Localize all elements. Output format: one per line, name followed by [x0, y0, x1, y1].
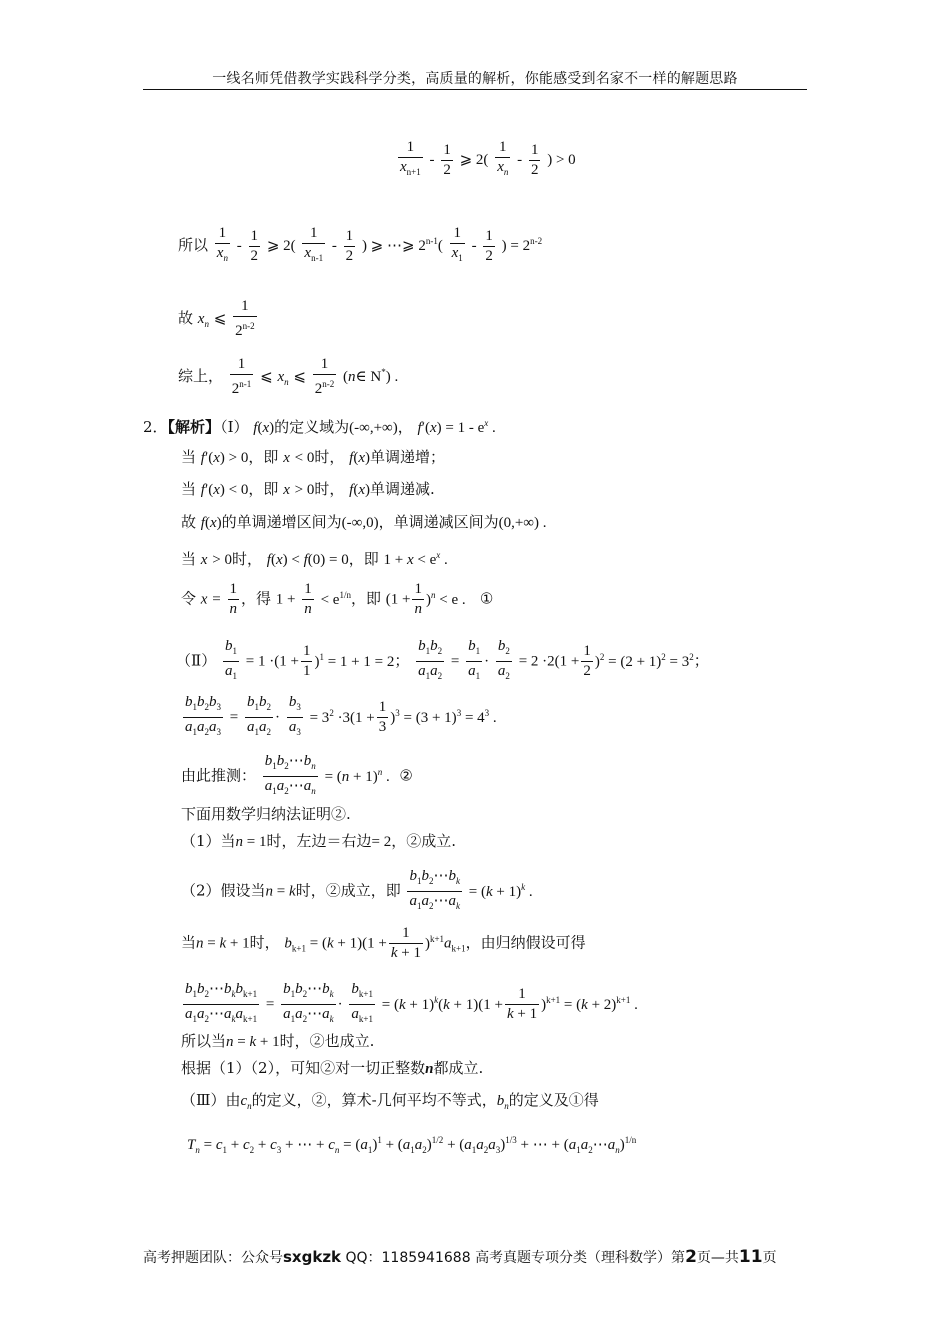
inequality-line-0: $\frac{1}{x_{n+1}}$ - $\frac{1}{2}$ ⩾ 2( $\frac{1}{x_n}$ - $\frac{1}{2}$ ) > 0: [400, 139, 576, 178]
induction-step-1: 当n = k + 1时， $b_{k+1} = (k + 1)(1$ + $\frac{1}{k + 1}$ )$^{k+1}a_{k+1}$，由归纳假设可得: [181, 925, 586, 961]
guess-line: 由此推测： $\frac{b_1b_2\cdots b_n}{a_1a_2\cdots a_n}$ = $(n + 1)^n$ . ②: [181, 753, 413, 796]
induction-base: （1）当n = 1时，左边＝右边= 2，②成立.: [181, 832, 457, 850]
q2-header-line: 2．【解析】（Ⅰ） f(x)的定义域为(-∞,+∞)， $f'(x) = 1 - e^x$ .: [143, 418, 496, 436]
derivative-positive-line: 当 f′(x) > 0，即 x < 0时， f(x)单调递增；: [181, 448, 446, 466]
part3-line-2: $T_n = c_1 + c_2 + c_3$ + ⋯ + $c_n = (a_1)^1 + (a_1a_2)^{1/2} + (a_1a_2a_3)^{1/3}$ + ⋯ + $(a_1a_2\cdots a_n)^{1/n}$: [187, 1135, 637, 1155]
interval-line: 故 f(x)的单调递增区间为(-∞,0)，单调递减区间为(0,+∞) .: [181, 513, 547, 531]
page-footer: 高考押题团队：公众号sxgkzk QQ：1185941688 高考真题专项分类（理科数学）第2页—共11页: [143, 1247, 777, 1267]
inequality-line-3: 综上， $\frac{1}{2^{n-1}}$ ⩽ $x_n$ ⩽ $\frac{1}{2^{n-2}}$ (n∈ N*) .: [178, 356, 399, 397]
part2-line-2: $\frac{b_1b_2b_3}{a_1a_2a_3}$ = $\frac{b_1b_2}{a_1a_2}$ · $\frac{b_3}{a_3}$ = $3^2 \cdot 3(1$ + $\frac{1}{3}$ )$^3 = (3 + 1)^3 = 4^3$ .: [185, 694, 497, 737]
inequality-line-2: 故 $x_n$ ⩽ $\frac{1}{2^{n-2}}$: [178, 298, 255, 339]
induction-also: 所以当n = k + 1时，②也成立.: [181, 1032, 375, 1050]
induction-intro: 下面用数学归纳法证明②.: [181, 805, 351, 823]
induction-conclusion: 根据（1）（2），可知②对一切正整数n都成立.: [181, 1059, 484, 1077]
part3-line-1: （Ⅲ）由$c_n$的定义，②，算术-几何平均不等式，$b_n$的定义及①得: [181, 1091, 599, 1111]
header-rule: [143, 89, 807, 90]
ex-inequality-line: 当 x > 0时， f(x) < f(0) = 0，即 $1 + x < e^x$ .: [181, 550, 448, 568]
induction-step-2: $\frac{b_1b_2\cdots b_kb_{k+1}}{a_1a_2\cdots a_ka_{k+1}}$ = $\frac{b_1b_2\cdots b_k}{a_1a_2\cdots a_k}$ · $\frac{b_{k+1}}{a_{k+1}}$ = $(k + 1)^k(k + 1)(1$ + $\frac{1}{k + 1}$ )$^{k+1} = (k + 2)^{k+1}$ .: [185, 981, 638, 1024]
derivative-negative-line: 当 f′(x) < 0，即 x > 0时， f(x)单调递减.: [181, 480, 435, 498]
part2-line-1: （Ⅱ） $\frac{b_1}{a_1}$ = 1 ·(1 + $\frac{1}{1}$ )$^1$ = 1 + 1 = 2； $\frac{b_1b_2}{a_1a_2}$ = $\frac{b_1}{a_1}$ · $\frac{b_2}{a_2}$ = 2 ·2(1 + $\frac{1}{2}$ )$^2 = (2 + 1)^2 = 3^2$；: [176, 638, 709, 681]
page-header: 一线名师凭借教学实践科学分类，高质量的解析，你能感受到名家不一样的解题思路: [212, 71, 738, 87]
substitution-line: 令 x = $\frac{1}{n}$ ，得 1 + $\frac{1}{n}$ < $e^{1/n}$，即 (1 + $\frac{1}{n}$ )$^n$ < e . ①: [181, 581, 494, 617]
inequality-line-1: 所以 $\frac{1}{x_n}$ - $\frac{1}{2}$ ⩾ 2( $\frac{1}{x_{n-1}}$ - $\frac{1}{2}$ ) ⩾ ⋯⩾ 2$^{n-1}$( $\frac{1}{x_1}$ - $\frac{1}{2}$ ) = $2^{n-2}$: [178, 225, 543, 264]
induction-hypothesis: （2）假设当n = k时，②成立，即 $\frac{b_1b_2\cdots b_k}{a_1a_2\cdots a_k}$ = $(k + 1)^k$ .: [181, 868, 533, 911]
